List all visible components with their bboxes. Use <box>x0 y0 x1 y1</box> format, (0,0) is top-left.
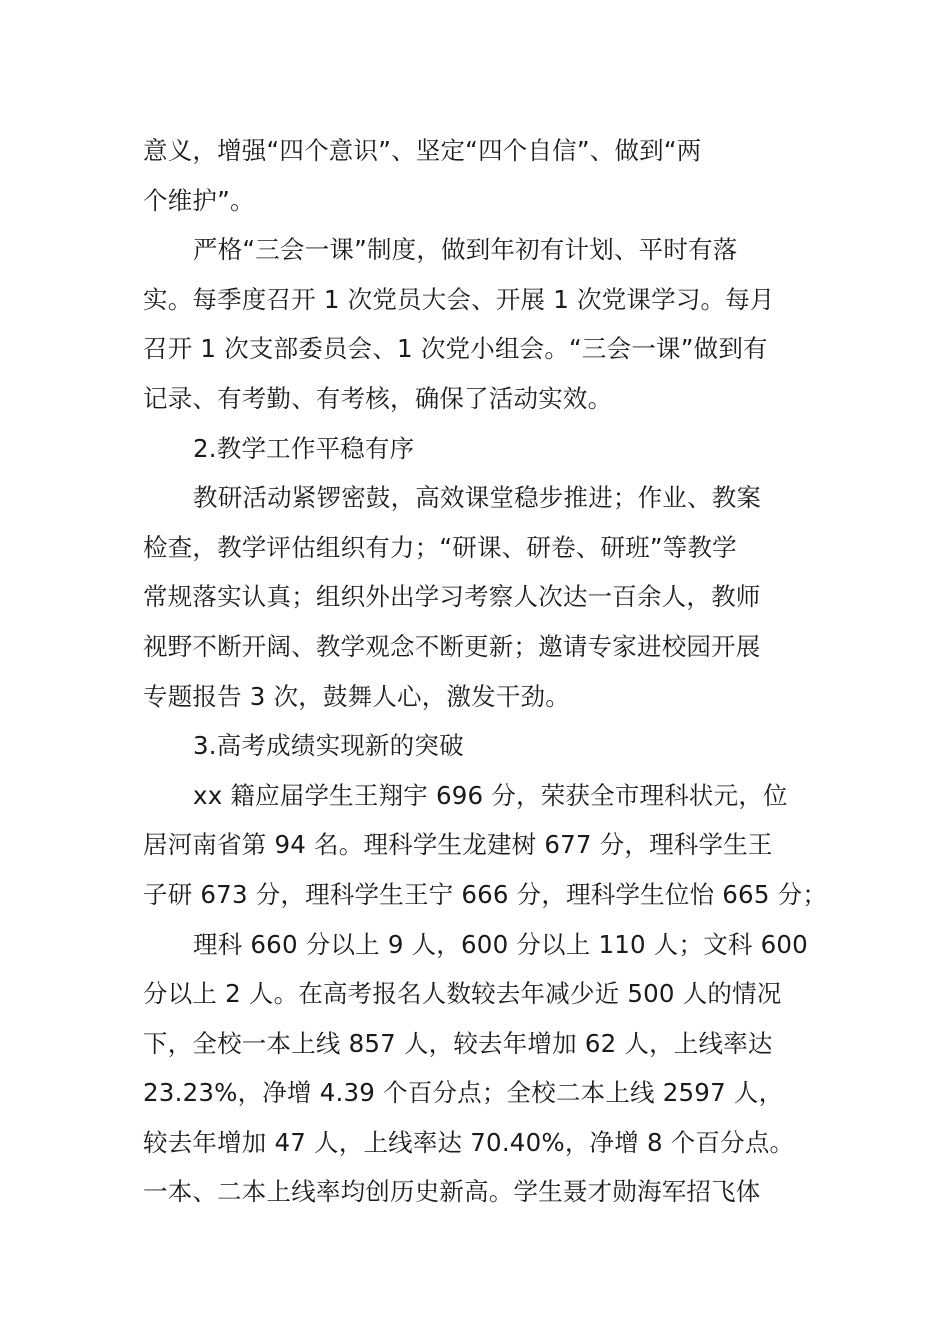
text-line: 常规落实认真；组织外出学习考察人次达一百余人，教师 <box>143 582 761 612</box>
text-line: 2.教学工作平稳有序 <box>193 433 415 463</box>
text-line: 居河南省第 94 名。理科学生龙建树 677 分，理科学生王 <box>143 830 773 860</box>
text-line: 召开 1 次支部委员会、1 次党小组会。“三会一课”做到有 <box>143 334 768 364</box>
text-line: 记录、有考勤、有考核，确保了活动实效。 <box>143 383 613 413</box>
text-line: 一本、二本上线率均创历史新高。学生聂才勋海军招飞体 <box>143 1177 761 1207</box>
text-line: xx 籍应届学生王翔宇 696 分，荣获全市理科状元，位 <box>193 780 788 810</box>
document-body <box>143 126 833 1217</box>
text-line: 实。每季度召开 1 次党员大会、开展 1 次党课学习。每月 <box>143 284 775 314</box>
text-line: 下，全校一本上线 857 人，较去年增加 62 人，上线率达 <box>143 1028 773 1058</box>
text-line: 子研 673 分，理科学生王宁 666 分，理科学生位怡 665 分； <box>143 879 828 909</box>
text-line: 意义，增强“四个意识”、坚定“四个自信”、做到“两 <box>143 136 702 165</box>
text-line: 严格“三会一课”制度，做到年初有计划、平时有落 <box>193 235 738 265</box>
text-line: 个维护”。 <box>143 185 255 215</box>
text-line: 23.23%，净增 4.39 个百分点；全校二本上线 2597 人， <box>143 1078 784 1108</box>
text-line: 分以上 2 人。在高考报名人数较去年减少近 500 人的情况 <box>143 979 782 1009</box>
text-line: 视野不断开阔、教学观念不断更新；邀请专家进校园开展 <box>143 631 761 661</box>
text-line: 检查，教学评估组织有力；“研课、研卷、研班”等教学 <box>143 532 737 562</box>
text-line: 理科 660 分以上 9 人，600 分以上 110 人；文科 600 <box>193 929 808 959</box>
text-line: 3.高考成绩实现新的突破 <box>193 731 464 761</box>
text-line: 教研活动紧锣密鼓，高效课堂稳步推进；作业、教案 <box>193 483 762 513</box>
text-line: 较去年增加 47 人，上线率达 70.40%，净增 8 个百分点。 <box>143 1127 795 1157</box>
text-line: 专题报告 3 次，鼓舞人心，激发干劲。 <box>143 681 570 711</box>
